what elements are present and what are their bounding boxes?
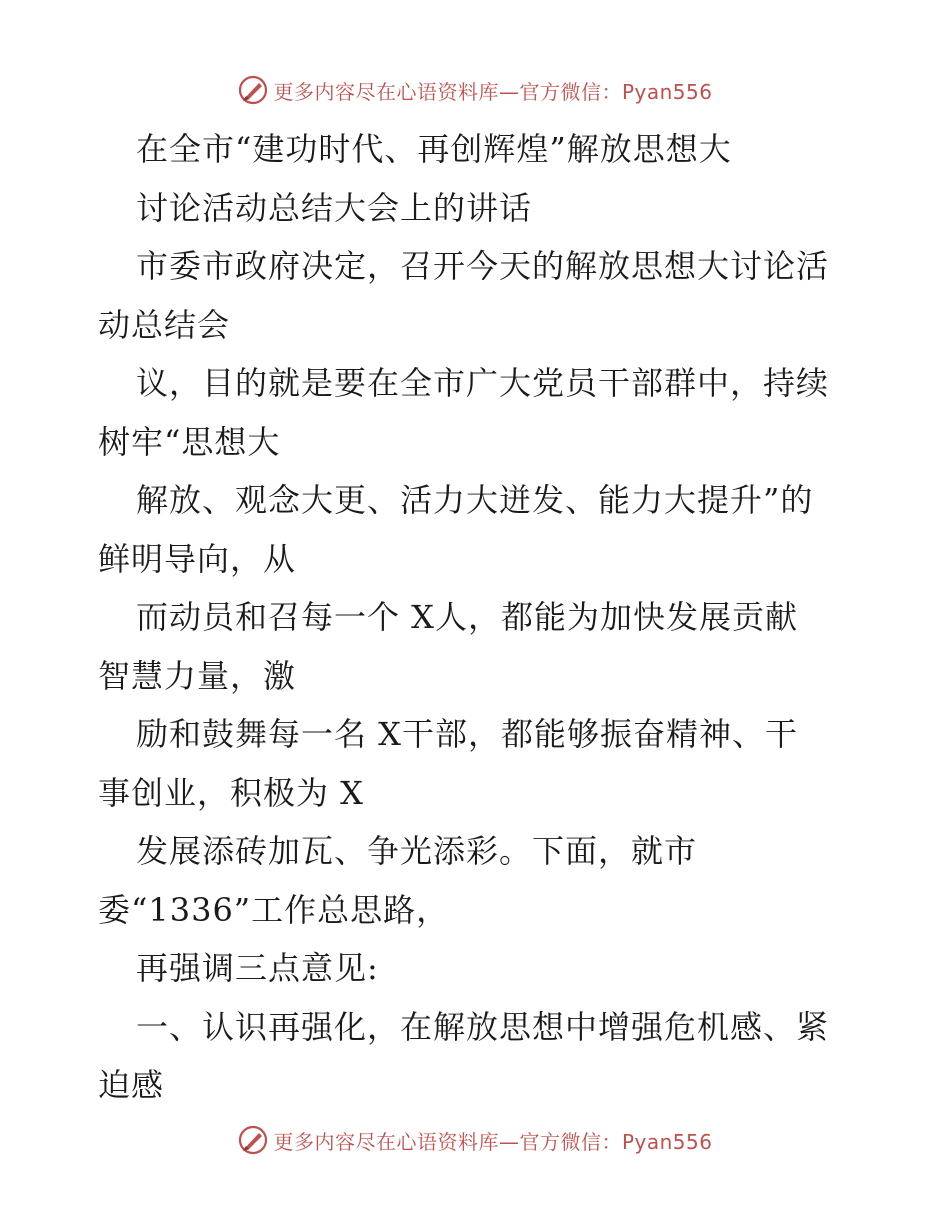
section-heading-line: 一、认识再强化，在解放思想中增强危机感、紧: [136, 1007, 830, 1046]
paragraph-line: 树牢“思想大: [98, 422, 281, 461]
paragraph-line: 再强调三点意见:: [136, 949, 379, 987]
paragraph-line: 动总结会: [98, 305, 231, 344]
title-line-2: 讨论活动总结大会上的讲话: [136, 188, 533, 227]
section-heading-line: 迫感: [98, 1066, 165, 1104]
header-banner: [0, 70, 950, 110]
paragraph-line: 发展添砖加瓦、争光添彩。下面，就市: [136, 832, 698, 870]
feather-pen-logo-icon: [237, 74, 269, 106]
footer-banner: [0, 1120, 950, 1160]
paragraph-line: 励和鼓舞每一名 X干部，都能够振奋精神、干: [136, 715, 798, 753]
header-banner-text: 更多内容尽在心语资料库—官方微信：Pyan556: [273, 79, 713, 104]
paragraph-line: 智慧力量，激: [98, 656, 297, 695]
document-body: [98, 120, 858, 1115]
paragraph-line: 市委市政府决定，召开今天的解放思想大讨论活: [136, 247, 830, 285]
paragraph-line: 解放、观念大更、活力大迸发、能力大提升”的: [136, 481, 814, 519]
title-line-1: 在全市“建功时代、再创辉煌”解放思想大: [136, 130, 732, 168]
paragraph-line: 鲜明导向，从: [98, 539, 297, 578]
paragraph-line: 而动员和召每一个 X人，都能为加快发展贡献: [136, 598, 798, 636]
paragraph-line: 委“1336”工作总思路，: [98, 890, 450, 929]
paragraph-line: 事创业，积极为 X: [98, 773, 364, 812]
feather-pen-logo-icon: [237, 1124, 269, 1156]
paragraph-line: 议，目的就是要在全市广大党员干部群中，持续: [136, 364, 830, 402]
footer-banner-text: 更多内容尽在心语资料库—官方微信：Pyan556: [273, 1129, 713, 1154]
